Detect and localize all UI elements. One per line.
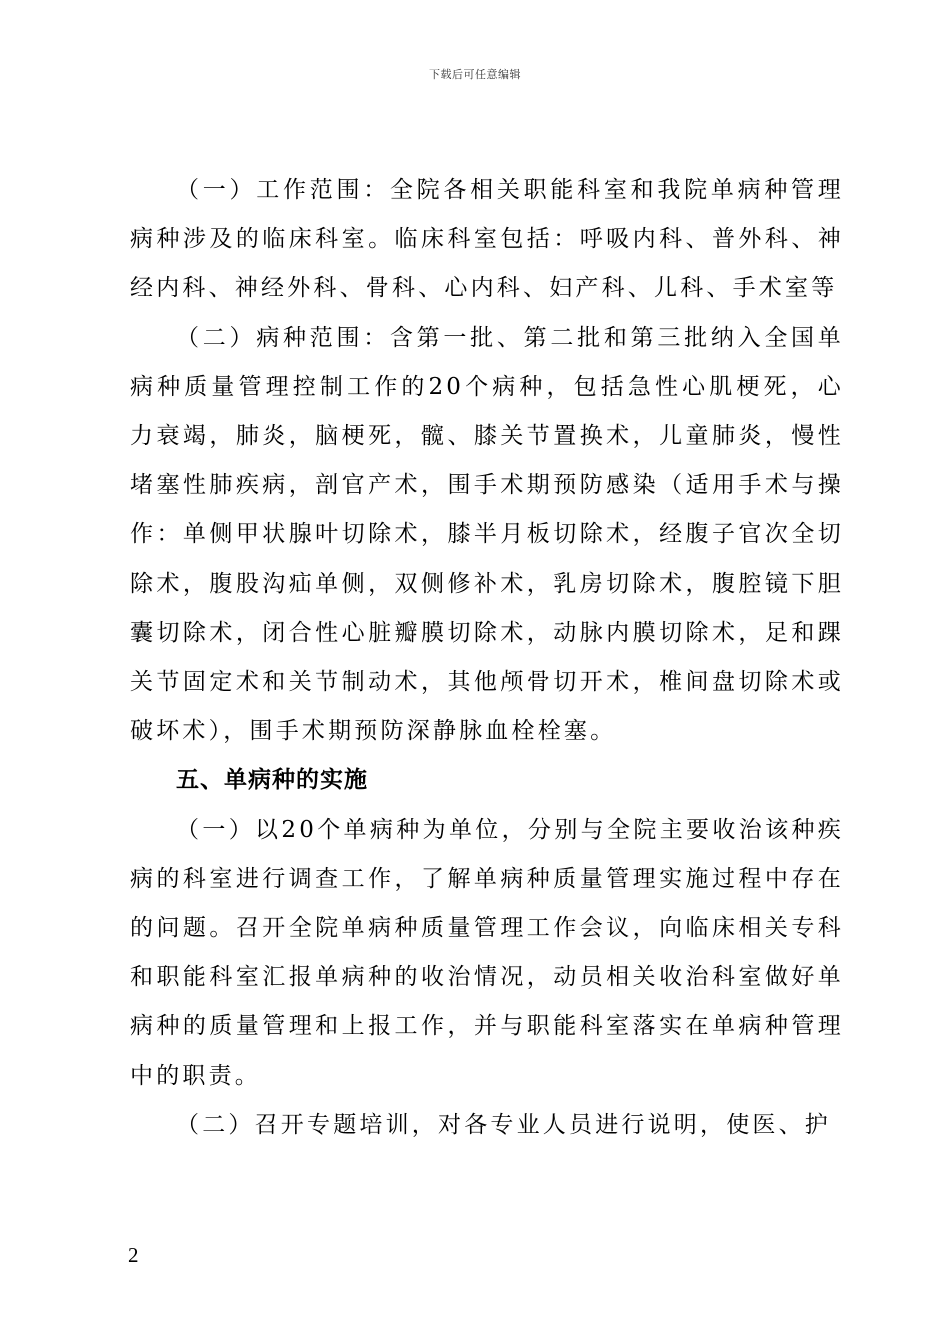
paragraph-implementation-2: （二）召开专题培训，对各专业人员进行说明，使医、护	[176, 1111, 831, 1138]
section-heading: 五、单病种的实施	[176, 767, 368, 794]
document-body	[130, 166, 844, 1150]
paragraph-work-scope: （一）工作范围：全院各相关职能科室和我院单病种管理病种涉及的临床科室。临床科室包括：呼吸内科、普外科、神经内科、神经外科、骨科、心内科、妇产科、儿科、手术室等	[130, 177, 844, 302]
header-note: 下载后可任意编辑	[429, 68, 521, 81]
paragraph-implementation-1: （一）以20个单病种为单位，分别与全院主要收治该种疾病的科室进行调查工作，了解单病种质量管理实施过程中存在的问题。召开全院单病种质量管理工作会议，向临床相关专科和职能科室汇报单病种的收治情况，动员相关收治科室做好单病种的质量管理和上报工作，并与职能科室落实在单病种管理中的职责。	[130, 816, 844, 1089]
paragraph-disease-scope: （二）病种范围：含第一批、第二批和第三批纳入全国单病种质量管理控制工作的20个病种，包括急性心肌梗死，心力衰竭，肺炎，脑梗死，髋、膝关节置换术，儿童肺炎，慢性堵塞性肺疾病，剖官产术，围手术期预防感染（适用手术与操作：单侧甲状腺叶切除术，膝半月板切除术，经腹子官次全切除术，腹股沟疝单侧，双侧修补术，乳房切除术，腹腔镜下胆囊切除术，闭合性心脏瓣膜切除术，动脉内膜切除术，足和踝关节固定术和关节制动术，其他颅骨切开术，椎间盘切除术或破坏术），围手术期预防深静脉血栓栓塞。	[130, 324, 844, 745]
page-number: 2	[128, 1243, 139, 1267]
